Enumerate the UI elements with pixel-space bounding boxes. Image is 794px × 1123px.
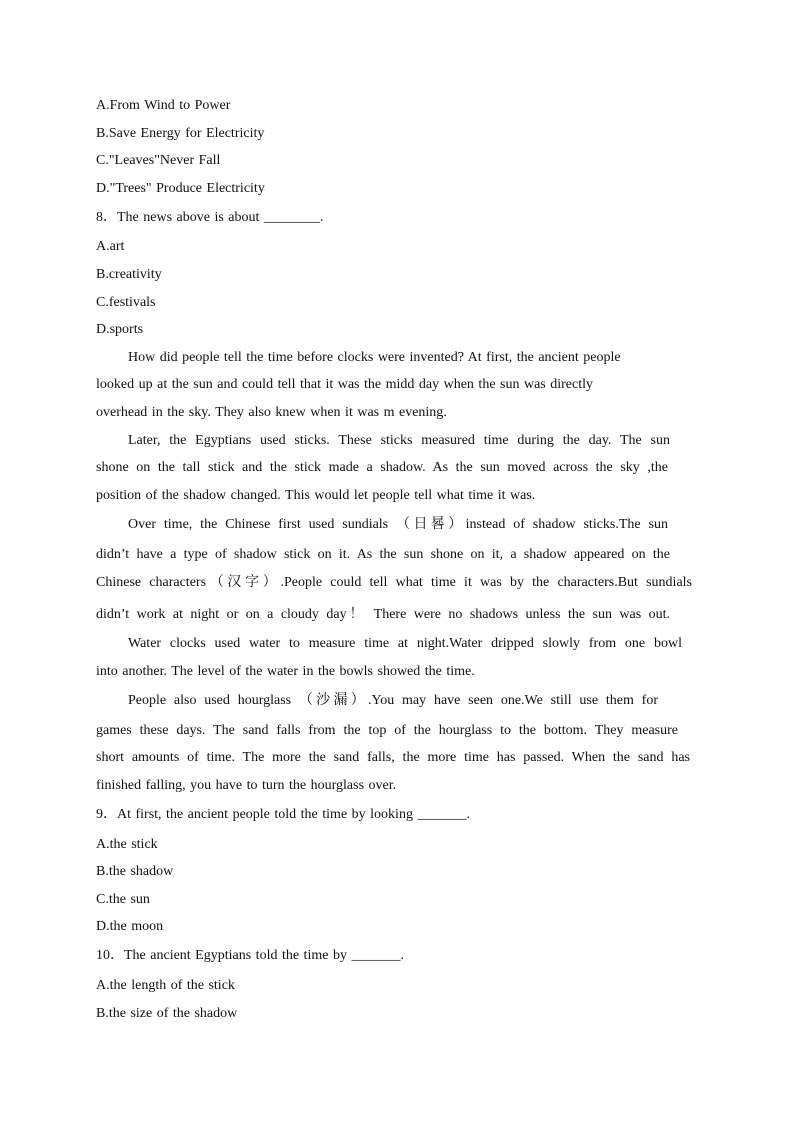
passage-p3-line2: didn’t have a type of shadow stick on it. As the sun shone on it, a shadow appeared on the bbox=[96, 547, 670, 562]
passage-p3-line4: didn’t work at night or on a cloudy day！ There were no shadows unless the sun was out. bbox=[96, 607, 670, 622]
passage-p4-line2: into another. The level of the water in the bowls showed the time. bbox=[96, 664, 475, 679]
passage-p4-line1: Water clocks used water to measure time at night.Water dripped slowly from one bowl bbox=[128, 636, 682, 651]
option-b-prev: B.Save Energy for Electricity bbox=[96, 126, 265, 141]
passage-p3-line3: Chinese characters（汉字）.People could tell what time it was by the characters.But sundials bbox=[96, 575, 692, 590]
question-10-option-b: B.the size of the shadow bbox=[96, 1006, 238, 1021]
passage-p5-line3: short amounts of time. The more the sand falls, the more time has passed. When the sand has bbox=[96, 750, 690, 765]
question-10-option-a: A.the length of the stick bbox=[96, 978, 235, 993]
question-8-option-c: C.festivals bbox=[96, 295, 156, 310]
passage-p5-line4: finished falling, you have to turn the hourglass over. bbox=[96, 778, 397, 793]
passage-p5-line2: games these days. The sand falls from the top of the hourglass to the bottom. They measure bbox=[96, 723, 678, 738]
option-c-prev: C."Leaves"Never Fall bbox=[96, 153, 221, 168]
passage-p1-line3: overhead in the sky. They also knew when it was m evening. bbox=[96, 405, 447, 420]
question-8-option-b: B.creativity bbox=[96, 267, 162, 282]
passage-p2-line1: Later, the Egyptians used sticks. These sticks measured time during the day. The sun bbox=[128, 433, 670, 448]
question-8-option-a: A.art bbox=[96, 239, 125, 254]
passage-p2-line3: position of the shadow changed. This would let people tell what time it was. bbox=[96, 488, 536, 503]
question-8-option-d: D.sports bbox=[96, 322, 144, 337]
option-a-prev: A.From Wind to Power bbox=[96, 98, 231, 113]
question-9-option-b: B.the shadow bbox=[96, 864, 174, 879]
passage-p3-line1: Over time, the Chinese first used sundials （日晷）instead of shadow sticks.The sun bbox=[128, 517, 668, 532]
passage-p1-line2: looked up at the sun and could tell that it was the midd day when the sun was directly bbox=[96, 377, 594, 392]
question-10-stem: 10．The ancient Egyptians told the time by _______. bbox=[96, 948, 404, 963]
question-9-option-a: A.the stick bbox=[96, 837, 158, 852]
passage-p5-line1: People also used hourglass （沙漏）.You may have seen one.We still use them for bbox=[128, 693, 658, 708]
question-9-option-c: C.the sun bbox=[96, 892, 150, 907]
question-8-stem: 8．The news above is about ________. bbox=[96, 210, 324, 225]
passage-p2-line2: shone on the tall stick and the stick made a shadow. As the sun moved across the sky ,the bbox=[96, 460, 668, 475]
passage-p1-line1: How did people tell the time before clocks were invented? At first, the ancient people bbox=[128, 350, 621, 365]
option-d-prev: D."Trees" Produce Electricity bbox=[96, 181, 265, 196]
question-9-stem: 9．At first, the ancient people told the time by looking _______. bbox=[96, 807, 470, 822]
question-9-option-d: D.the moon bbox=[96, 919, 164, 934]
